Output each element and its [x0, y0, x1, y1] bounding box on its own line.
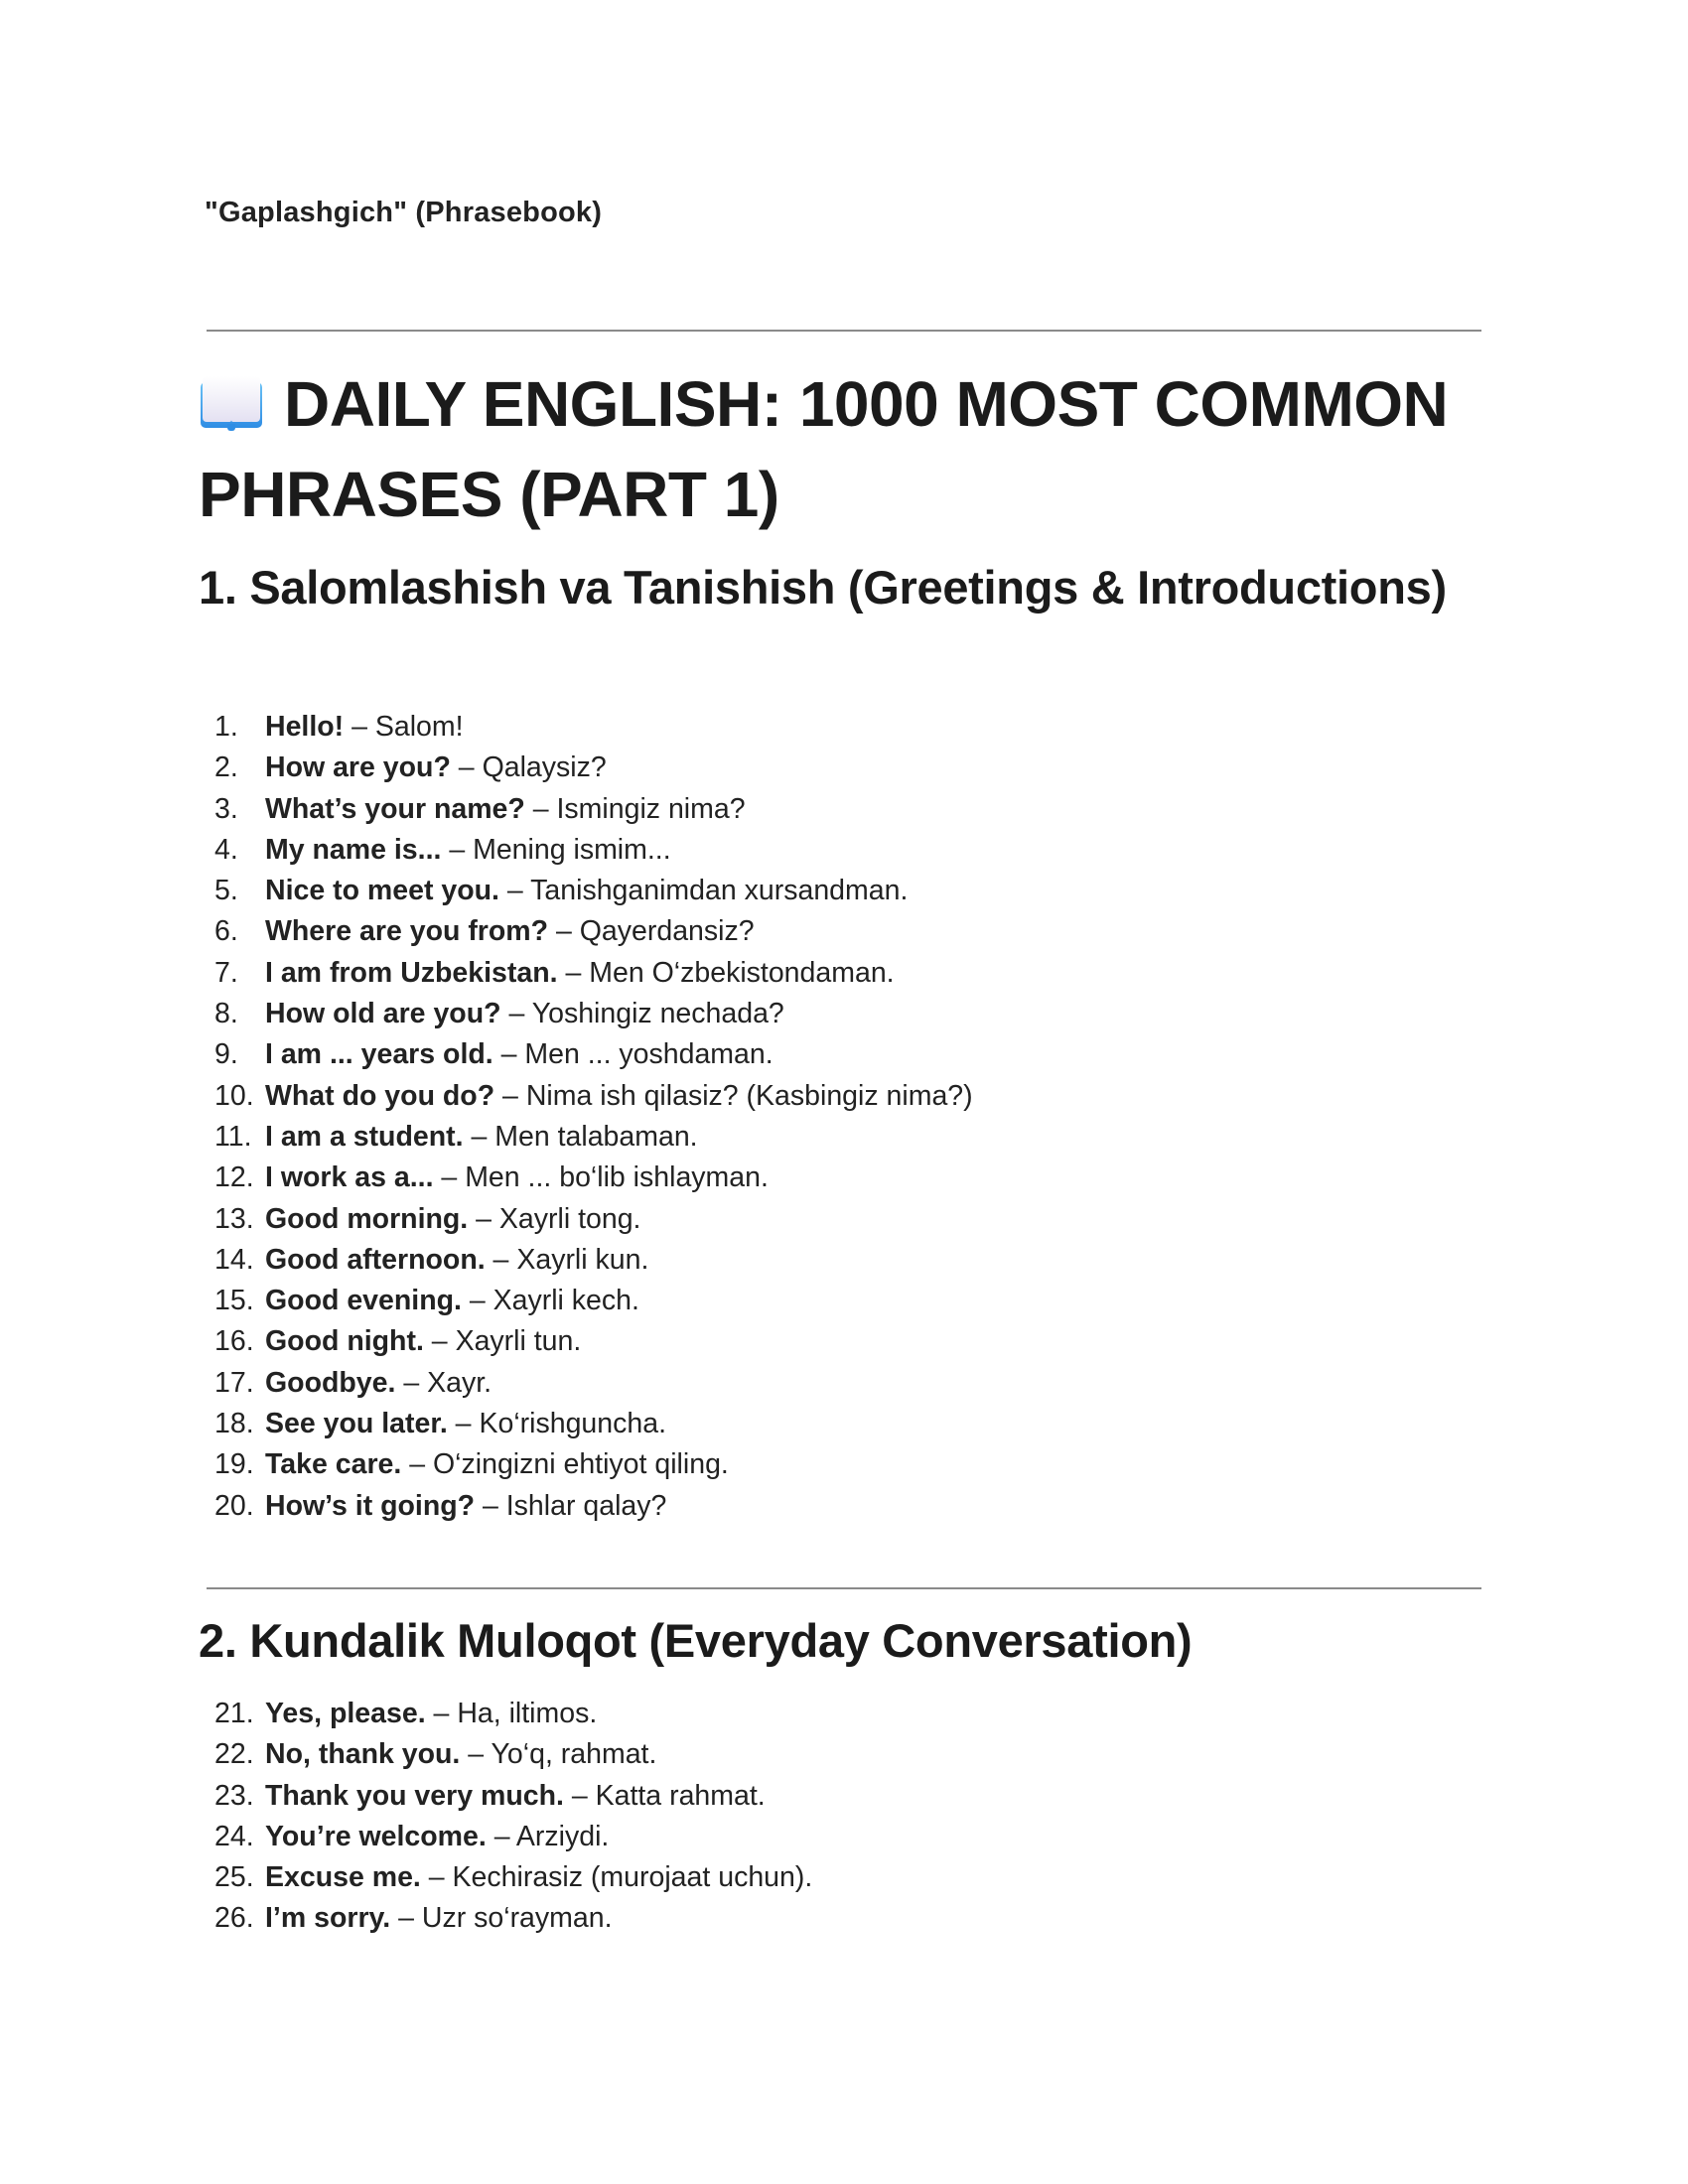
separator: – — [425, 1698, 458, 1729]
uzbek-translation: Ismingiz nima? — [556, 792, 746, 825]
section-heading-everyday: 2. Kundalik Muloqot (Everyday Conversation) — [199, 1614, 1193, 1667]
item-number: 2. — [214, 751, 238, 784]
phrase-item — [199, 1817, 812, 1857]
phrase-item — [199, 1857, 812, 1898]
uzbek-translation: Uzr so‘rayman. — [421, 1902, 613, 1935]
item-number: 25. — [214, 1861, 254, 1894]
separator: – — [401, 1448, 434, 1481]
item-number: 19. — [214, 1448, 254, 1481]
item-number: 13. — [214, 1202, 254, 1235]
item-number: 18. — [214, 1408, 254, 1440]
uzbek-translation: Men ... bo‘lib ishlayman. — [465, 1161, 769, 1194]
document-header: "Gaplashgich" (Phrasebook) — [205, 197, 603, 228]
uzbek-translation: Xayr. — [427, 1366, 492, 1399]
phrase-item — [199, 1281, 973, 1321]
phrase-item — [199, 994, 973, 1034]
english-phrase: I am from Uzbekistan. — [265, 956, 558, 989]
item-number: 14. — [214, 1243, 254, 1276]
horizontal-rule — [207, 1587, 1481, 1589]
english-phrase: Yes, please. — [265, 1698, 426, 1729]
separator: – — [460, 1738, 492, 1771]
phrase-item — [199, 1034, 973, 1075]
phrase-item — [199, 1486, 973, 1527]
separator: – — [524, 792, 557, 825]
phrase-list-everyday — [199, 1694, 812, 1940]
uzbek-translation: Qalaysiz? — [482, 751, 607, 784]
uzbek-translation: Ishlar qalay? — [505, 1489, 667, 1522]
separator: – — [494, 1079, 526, 1112]
item-number: 1. — [214, 711, 238, 743]
separator: – — [441, 833, 474, 866]
english-phrase: You’re welcome. — [265, 1820, 487, 1852]
english-phrase: How are you? — [265, 751, 451, 784]
open-book-icon — [199, 374, 264, 430]
uzbek-translation: Xayrli kech. — [492, 1285, 639, 1317]
separator: – — [395, 1366, 428, 1399]
uzbek-translation: Men talabaman. — [494, 1120, 698, 1153]
phrase-item — [199, 1321, 973, 1362]
phrase-item — [199, 1898, 812, 1939]
page-title-text: DAILY ENGLISH: 1000 MOST COMMON PHRASES (PART 1) — [199, 368, 1449, 530]
separator: – — [500, 998, 532, 1030]
phrase-item — [199, 707, 973, 748]
separator: – — [420, 1861, 453, 1894]
phrase-item — [199, 953, 973, 994]
uzbek-translation: Katta rahmat. — [595, 1779, 766, 1812]
phrase-item — [199, 1444, 973, 1485]
uzbek-translation: Mening ismim... — [473, 833, 671, 866]
english-phrase: Good morning. — [265, 1202, 469, 1235]
uzbek-translation: Kechirasiz (murojaat uchun). — [452, 1861, 813, 1894]
english-phrase: No, thank you. — [265, 1738, 461, 1771]
separator: – — [447, 1408, 480, 1440]
phrase-item — [199, 1199, 973, 1240]
item-number: 6. — [214, 915, 238, 948]
item-number: 10. — [214, 1079, 254, 1112]
uzbek-translation: Nima ish qilasiz? (Kasbingiz nima?) — [525, 1079, 973, 1112]
separator: – — [461, 1285, 493, 1317]
phrase-item — [199, 789, 973, 830]
phrase-item — [199, 830, 973, 871]
phrase-item — [199, 748, 973, 788]
uzbek-translation: Salom! — [374, 711, 464, 743]
item-number: 17. — [214, 1366, 254, 1399]
separator: – — [390, 1902, 422, 1935]
english-phrase: Where are you from? — [265, 915, 549, 948]
section-heading-greetings: 1. Salomlashish va Tanishish (Greetings & Introductions) — [199, 561, 1447, 614]
english-phrase: What do you do? — [265, 1079, 495, 1112]
phrase-item — [199, 1734, 812, 1775]
english-phrase: Hello! — [265, 711, 345, 743]
separator: – — [433, 1161, 466, 1194]
english-phrase: Excuse me. — [265, 1861, 421, 1894]
item-number: 23. — [214, 1779, 254, 1812]
separator: – — [486, 1820, 516, 1852]
uzbek-translation: Men ... yoshdaman. — [524, 1038, 774, 1071]
uzbek-translation: Men O‘zbekistondaman. — [589, 956, 895, 989]
item-number: 11. — [214, 1120, 252, 1153]
english-phrase: I’m sorry. — [265, 1902, 391, 1935]
separator: – — [463, 1120, 495, 1153]
uzbek-translation: Arziydi. — [515, 1820, 610, 1852]
uzbek-translation: Yo‘q, rahmat. — [491, 1738, 657, 1771]
phrase-item — [199, 1117, 973, 1158]
separator: – — [344, 711, 375, 743]
item-number: 12. — [214, 1161, 254, 1194]
separator: – — [485, 1243, 517, 1276]
horizontal-rule — [207, 330, 1481, 332]
item-number: 24. — [214, 1820, 254, 1852]
item-number: 3. — [214, 792, 238, 825]
english-phrase: I am a student. — [265, 1120, 464, 1153]
english-phrase: See you later. — [265, 1408, 448, 1440]
item-number: 26. — [214, 1902, 254, 1935]
item-number: 22. — [214, 1738, 254, 1771]
item-number: 21. — [214, 1698, 254, 1729]
item-number: 5. — [214, 875, 238, 907]
item-number: 4. — [214, 833, 238, 866]
separator: – — [498, 875, 531, 907]
uzbek-translation: Xayrli tun. — [455, 1325, 582, 1358]
english-phrase: I am ... years old. — [265, 1038, 493, 1071]
phrase-item — [199, 1404, 973, 1444]
uzbek-translation: Ko‘rishguncha. — [479, 1408, 666, 1440]
english-phrase: I work as a... — [265, 1161, 434, 1194]
separator: – — [423, 1325, 456, 1358]
separator: – — [450, 751, 483, 784]
english-phrase: Thank you very much. — [265, 1779, 564, 1812]
uzbek-translation: Xayrli kun. — [516, 1243, 649, 1276]
item-number: 7. — [214, 956, 238, 989]
separator: – — [557, 956, 590, 989]
english-phrase: Take care. — [265, 1448, 402, 1481]
item-number: 20. — [214, 1489, 254, 1522]
phrase-item — [199, 1076, 973, 1117]
item-number: 15. — [214, 1285, 254, 1317]
english-phrase: Good afternoon. — [265, 1243, 486, 1276]
phrase-list-greetings — [199, 707, 973, 1527]
separator: – — [563, 1779, 596, 1812]
english-phrase: Good night. — [265, 1325, 424, 1358]
uzbek-translation: O‘zingizni ehtiyot qiling. — [433, 1448, 729, 1481]
uzbek-translation: Tanishganimdan xursandman. — [530, 875, 909, 907]
separator: – — [492, 1038, 525, 1071]
english-phrase: What’s your name? — [265, 792, 525, 825]
phrase-item — [199, 871, 973, 911]
item-number: 8. — [214, 998, 238, 1030]
phrase-item — [199, 1694, 812, 1734]
phrase-item — [199, 911, 973, 952]
english-phrase: How’s it going? — [265, 1489, 476, 1522]
item-number: 9. — [214, 1038, 238, 1071]
item-number: 16. — [214, 1325, 254, 1358]
separator: – — [548, 915, 580, 948]
english-phrase: Nice to meet you. — [265, 875, 499, 907]
separator: – — [475, 1489, 506, 1522]
uzbek-translation: Yoshingiz nechada? — [531, 998, 784, 1030]
phrase-item — [199, 1158, 973, 1198]
uzbek-translation: Qayerdansiz? — [579, 915, 755, 948]
english-phrase: How old are you? — [265, 998, 501, 1030]
phrase-item — [199, 1363, 973, 1404]
page-title — [199, 359, 1489, 540]
english-phrase: My name is... — [265, 833, 442, 866]
separator: – — [468, 1202, 499, 1235]
uzbek-translation: Ha, iltimos. — [457, 1698, 598, 1729]
english-phrase: Good evening. — [265, 1285, 462, 1317]
uzbek-translation: Xayrli tong. — [498, 1202, 641, 1235]
english-phrase: Goodbye. — [265, 1366, 396, 1399]
phrase-item — [199, 1240, 973, 1281]
phrase-item — [199, 1776, 812, 1817]
